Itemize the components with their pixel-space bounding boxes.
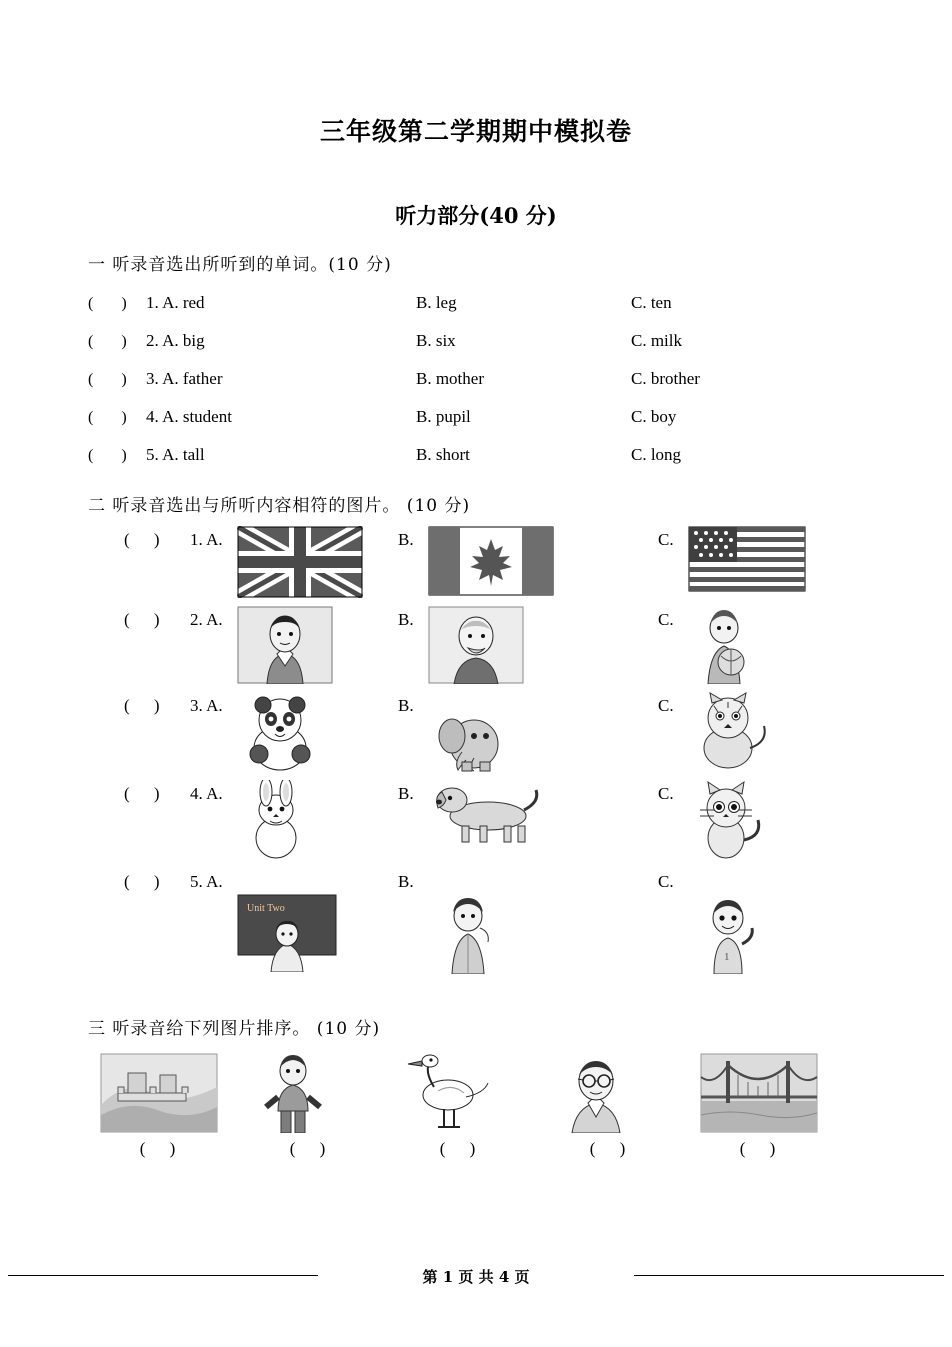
footer-rule-left [8,1275,318,1276]
option-c[interactable]: C. boy [631,407,677,426]
option-b-label: B. [398,610,414,629]
option-a [146,293,416,313]
option-a-label: ( ) 1. A. [88,526,223,550]
footer-rule-right [634,1275,944,1276]
option-c[interactable]: C. milk [631,331,683,350]
option-b[interactable]: B. pupil [416,407,471,426]
answer-blank[interactable]: ( ) [739,1139,786,1158]
answer-blank[interactable]: ( ) [124,530,170,549]
answer-blank[interactable]: ( ) [124,696,170,715]
picture-question-row [88,526,864,598]
option-c-label: C. [658,872,674,891]
boy-standing-icon[interactable] [250,1053,375,1133]
golden-gate-bridge-icon[interactable] [700,1053,825,1133]
usa-flag-icon[interactable] [688,526,806,592]
option-a-label: ( ) 2. A. [88,606,223,630]
canada-flag-icon[interactable] [428,526,554,596]
picture-question-row [88,868,864,974]
option-a-label: ( ) 4. A. [88,780,223,804]
list-item [250,1053,375,1159]
uk-flag-icon[interactable] [237,526,363,598]
rabbit-icon[interactable] [237,780,315,860]
answer-blank[interactable]: ( ) [88,409,139,426]
option-a [146,331,416,351]
woman-with-ball-icon[interactable] [688,606,760,684]
question-number: 5. [146,445,159,464]
answer-blank[interactable]: ( ) [88,371,139,388]
option-a-label: ( ) 5. A. [88,868,223,892]
part-two-heading: 二 听录音选出与所听内容相符的图片。 (10 分) [88,496,471,516]
picture-question-row [88,606,864,684]
option-c[interactable]: C. long [631,445,682,464]
option-b[interactable]: B. short [416,445,470,464]
page-title: 三年级第二学期期中模拟卷 [319,117,632,146]
option-b-label: B. [398,784,414,803]
option-a-text[interactable]: A. red [162,293,205,312]
option-b-label: B. [398,872,414,891]
word-question-row [88,445,864,465]
girl-student-icon[interactable] [428,894,508,974]
picture-question-row [88,780,864,860]
word-question-row [88,331,864,351]
option-a-text[interactable]: A. big [162,331,205,350]
section-title: 听力部分(40 分) [395,203,557,228]
answer-blank[interactable]: ( ) [289,1139,336,1158]
question-number: 2. [190,610,203,629]
option-b[interactable]: B. mother [416,369,484,388]
cat-icon[interactable] [688,780,768,860]
answer-blank[interactable]: ( ) [589,1139,636,1158]
option-b[interactable]: B. six [416,331,456,350]
question-number: 5. [190,872,203,891]
question-number: 4. [190,784,203,803]
picture-question-row [88,692,864,772]
answer-blank[interactable]: ( ) [124,610,170,629]
answer-blank[interactable]: ( ) [88,447,139,464]
list-item [550,1053,675,1159]
blackboard-text: Unit Two [246,903,285,914]
word-question-row [88,407,864,427]
teacher-blackboard-icon[interactable] [237,894,337,972]
dog-icon[interactable] [428,780,546,846]
page-number: 第 1 页 共 4 页 [422,1268,530,1286]
option-b-label: B. [398,696,414,715]
part-one-heading: 一 听录音选出所听到的单词。(10 分) [88,255,392,275]
question-number: 3. [190,696,203,715]
option-c-label: C. [658,784,674,803]
option-a [146,445,416,465]
elephant-icon[interactable] [428,692,514,772]
option-a-text[interactable]: A. tall [162,445,205,464]
answer-blank[interactable]: ( ) [139,1139,186,1158]
list-item [700,1053,825,1159]
boy-waving-icon[interactable] [688,894,768,974]
great-wall-icon[interactable] [100,1053,225,1133]
option-a [146,407,416,427]
answer-blank[interactable]: ( ) [124,784,170,803]
question-number: 2. [146,331,159,350]
option-b-label: B. [398,530,414,549]
svg-text:1: 1 [723,951,730,963]
sequence-picture-row [88,1053,864,1159]
word-question-row [88,369,864,389]
option-c[interactable]: C. ten [631,293,672,312]
page-footer [0,1266,952,1287]
question-number: 1. [190,530,203,549]
tiger-icon[interactable] [688,692,776,772]
list-item [100,1053,225,1159]
man-glasses-icon[interactable] [550,1053,675,1133]
option-c[interactable]: C. brother [631,369,700,388]
option-c-label: C. [658,696,674,715]
answer-blank[interactable]: ( ) [124,872,170,891]
crane-bird-icon[interactable] [400,1053,525,1133]
option-a-text[interactable]: A. student [162,407,232,426]
question-number: 1. [146,293,159,312]
option-a [146,369,416,389]
option-c-label: C. [658,610,674,629]
list-item [400,1053,525,1159]
option-c-label: C. [658,530,674,549]
question-number: 4. [146,407,159,426]
option-a-text[interactable]: A. father [162,369,223,388]
option-a-label: ( ) 3. A. [88,692,223,716]
answer-blank[interactable]: ( ) [88,333,139,350]
option-b[interactable]: B. leg [416,293,457,312]
part-three-heading: 三 听录音给下列图片排序。 (10 分) [88,1019,381,1039]
grandfather-icon[interactable] [428,606,524,684]
answer-blank[interactable]: ( ) [439,1139,486,1158]
question-number: 3. [146,369,159,388]
word-question-row [88,293,864,313]
man-teacher-icon[interactable] [237,606,333,684]
panda-icon[interactable] [237,692,323,772]
answer-blank[interactable]: ( ) [88,295,139,312]
